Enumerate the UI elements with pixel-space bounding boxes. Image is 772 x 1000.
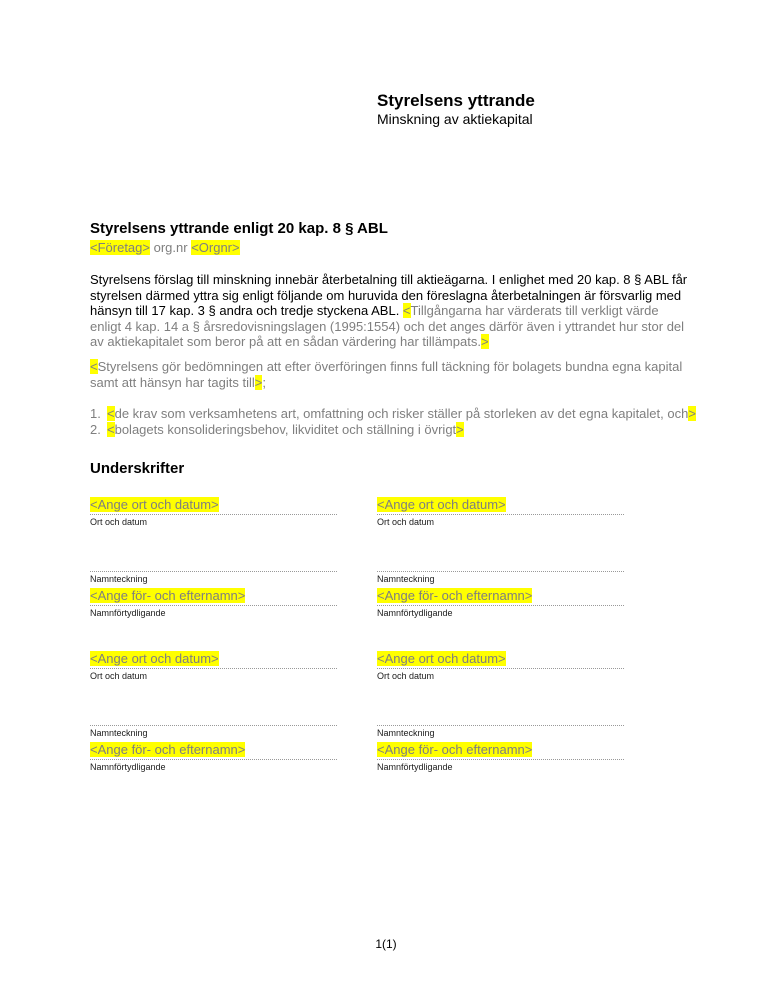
signature-grid: [90, 497, 624, 773]
ort-datum-label: Ort och datum: [377, 517, 435, 527]
paragraph-assessment: [90, 359, 690, 390]
paragraph-proposal-placeholder-text[interactable]: Tillgångarna har värderats till verkligt värde enligt 4 kap. 14 a § årsredovisningslagen (1995:1554) och det anges därför även i yttrandet hur stor del av aktiekapitalet som beror på att en sådan värdering har tillämpats.: [90, 303, 685, 350]
namn-placeholder[interactable]: <Ange för- och efternamn>: [377, 588, 533, 603]
namn-field[interactable]: [90, 588, 337, 606]
signature-block-4: [377, 651, 624, 773]
namnteckning-label: Namnteckning: [377, 574, 435, 584]
list-item: [90, 406, 702, 422]
numbered-list: [90, 406, 702, 437]
signature-block-1: [90, 497, 337, 619]
ort-datum-field[interactable]: [90, 651, 337, 669]
namn-field[interactable]: [377, 742, 624, 760]
document-title: Styrelsens yttrande: [377, 91, 535, 110]
company-placeholder-field[interactable]: <Företag>: [90, 240, 150, 255]
page-number: 1(1): [375, 937, 397, 951]
paragraph-assessment-placeholder-text[interactable]: Styrelsens gör bedömningen att efter överföringen finns full täckning för bolagets bundna egna kapital samt att hänsyn har tagits till: [90, 359, 683, 390]
signature-space: [90, 682, 337, 725]
company-line: [90, 240, 240, 256]
signature-block-2: [377, 497, 624, 619]
list-item-placeholder-text[interactable]: bolagets konsolideringsbehov, likviditet och ställning i övrigt: [114, 421, 457, 437]
list-item: [90, 422, 702, 438]
orgnr-placeholder-field[interactable]: <Orgnr>: [191, 240, 240, 255]
ort-datum-placeholder[interactable]: <Ange ort och datum>: [90, 497, 219, 512]
namn-field[interactable]: [377, 588, 624, 606]
list-item-number: 1.: [90, 406, 101, 421]
ort-datum-label: Ort och datum: [377, 671, 435, 681]
namnfortydligande-label: Namnförtydligande: [90, 608, 166, 618]
namnfortydligande-label: Namnförtydligande: [90, 762, 166, 772]
namnfortydligande-label: Namnförtydligande: [377, 762, 453, 772]
namnteckning-label: Namnteckning: [377, 728, 435, 738]
signatures-heading: Underskrifter: [90, 460, 185, 477]
signature-space: [90, 528, 337, 571]
ort-datum-label: Ort och datum: [90, 517, 148, 527]
namn-placeholder[interactable]: <Ange för- och efternamn>: [90, 588, 246, 603]
placeholder-open-marker: <: [90, 359, 98, 374]
paragraph-proposal: [90, 272, 690, 350]
signature-space: [377, 528, 624, 571]
paragraph-assessment-suffix: ;: [262, 374, 266, 390]
namn-placeholder[interactable]: <Ange för- och efternamn>: [90, 742, 246, 757]
document-header: [377, 90, 535, 128]
ort-datum-field[interactable]: [377, 651, 624, 669]
namnteckning-label: Namnteckning: [90, 574, 148, 584]
placeholder-open-marker: <: [107, 421, 115, 437]
paragraph-proposal-black-text: Styrelsens förslag till minskning innebär återbetalning till aktieägarna. I enlighet med 20 kap. 8 § ABL får styrelsen därmed yttra sig enligt följande om huruvida den föreslagna återbetalningen är försvarlig med hänsyn till 17 kap. 3 § andra och tredje styckena ABL.: [90, 272, 688, 319]
ort-datum-field[interactable]: [90, 497, 337, 515]
placeholder-open-marker: <: [107, 406, 115, 421]
list-item-text: [107, 406, 702, 422]
ort-datum-placeholder[interactable]: <Ange ort och datum>: [377, 497, 506, 512]
placeholder-open-marker: <: [402, 303, 411, 319]
placeholder-close-marker: >: [456, 421, 464, 437]
list-item-number: 2.: [90, 421, 101, 437]
namnteckning-label: Namnteckning: [90, 728, 148, 738]
namn-placeholder[interactable]: <Ange för- och efternamn>: [377, 742, 533, 757]
namnfortydligande-label: Namnförtydligande: [377, 608, 453, 618]
document-subtitle: Minskning av aktiekapital: [377, 111, 533, 127]
list-item-text: [107, 422, 702, 438]
signature-block-3: [90, 651, 337, 773]
ort-datum-placeholder[interactable]: <Ange ort och datum>: [90, 651, 219, 666]
namn-field[interactable]: [90, 742, 337, 760]
ort-datum-placeholder[interactable]: <Ange ort och datum>: [377, 651, 506, 666]
placeholder-close-marker: >: [688, 406, 696, 421]
orgnr-label: org.nr: [150, 240, 192, 255]
placeholder-close-marker: >: [254, 374, 263, 390]
signature-space: [377, 682, 624, 725]
placeholder-close-marker: >: [480, 334, 489, 350]
ort-datum-field[interactable]: [377, 497, 624, 515]
ort-datum-label: Ort och datum: [90, 671, 148, 681]
section-heading: Styrelsens yttrande enligt 20 kap. 8 § ABL: [90, 220, 388, 237]
list-item-placeholder-text[interactable]: de krav som verksamhetens art, omfattning och risker ställer på storleken av det egna kapitalet, och: [114, 406, 689, 421]
